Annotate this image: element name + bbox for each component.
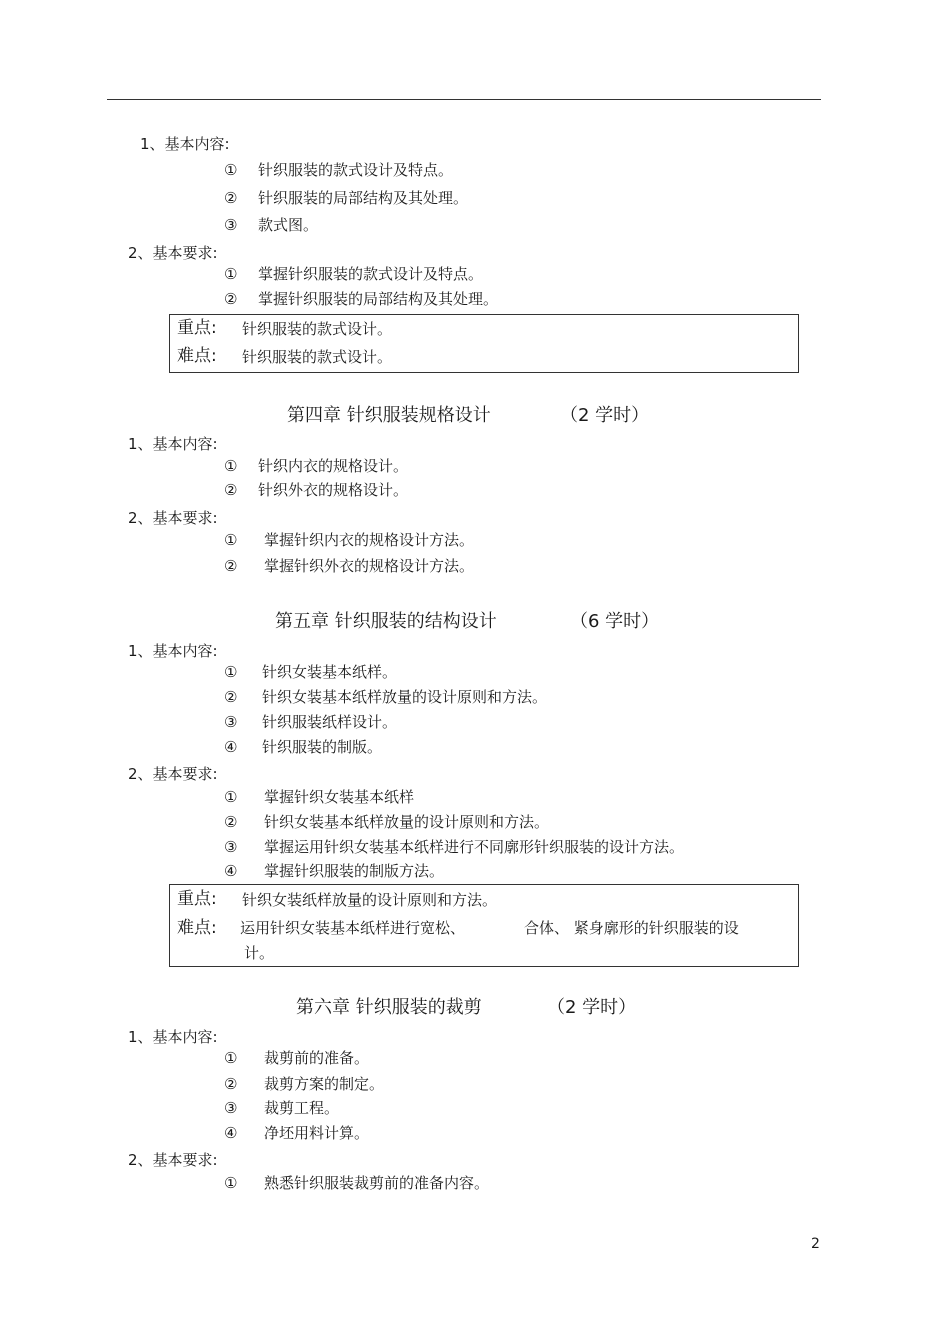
- chapter-hours: （6 学时）: [570, 611, 660, 632]
- list-item: 针织女装基本纸样。: [262, 663, 398, 681]
- item-number: ③: [224, 1099, 238, 1117]
- list-item: 净坯用料计算。: [264, 1124, 370, 1142]
- list-item: 针织外衣的规格设计。: [258, 481, 409, 499]
- list-item: 款式图。: [258, 216, 319, 234]
- content-heading: 1、基本内容:: [128, 1028, 218, 1046]
- difficulty-text: 运用针织女装基本纸样进行宽松、: [240, 919, 466, 937]
- chapter-hours: （2 学时）: [547, 997, 637, 1018]
- item-number: ①: [224, 531, 238, 549]
- page-number: 2: [811, 1236, 820, 1252]
- item-number: ②: [224, 688, 238, 706]
- list-item: 裁剪方案的制定。: [264, 1075, 385, 1093]
- content-heading: 1、基本内容:: [128, 642, 218, 660]
- list-item: 针织内衣的规格设计。: [258, 457, 409, 475]
- list-item: 针织女装基本纸样放量的设计原则和方法。: [264, 813, 550, 831]
- item-number: ②: [224, 557, 238, 575]
- difficulty-text: 针织服装的款式设计。: [242, 348, 393, 366]
- key-text: 针织女装纸样放量的设计原则和方法。: [242, 891, 498, 909]
- item-number: ④: [224, 862, 238, 880]
- item-number: ①: [224, 457, 238, 475]
- item-number: ①: [224, 663, 238, 681]
- list-item: 裁剪前的准备。: [264, 1049, 370, 1067]
- key-label: 重点:: [177, 318, 217, 338]
- chapter-title: 第五章 针织服装的结构设计: [275, 611, 497, 632]
- header-rule: [107, 99, 821, 100]
- item-number: ②: [224, 813, 238, 831]
- requirements-heading: 2、基本要求:: [128, 1151, 218, 1169]
- key-text: 针织服装的款式设计。: [242, 320, 393, 338]
- requirements-heading: 2、基本要求:: [128, 765, 218, 783]
- list-item: 针织女装基本纸样放量的设计原则和方法。: [262, 688, 548, 706]
- difficulty-text: 计。: [244, 944, 275, 962]
- list-item: 掌握针织服装的款式设计及特点。: [258, 265, 484, 283]
- list-item: 掌握针织外衣的规格设计方法。: [264, 557, 475, 575]
- item-number: ④: [224, 738, 238, 756]
- list-item: 针织服装的制版。: [262, 738, 383, 756]
- difficulty-text: 合体、 紧身廓形的针织服装的设: [524, 919, 739, 937]
- list-item: 掌握运用针织女装基本纸样进行不同廓形针织服装的设计方法。: [264, 838, 685, 856]
- list-item: 熟悉针织服装裁剪前的准备内容。: [264, 1174, 490, 1192]
- list-item: 掌握针织服装的局部结构及其处理。: [258, 290, 499, 308]
- list-item: 针织服装纸样设计。: [262, 713, 398, 731]
- list-item: 掌握针织内衣的规格设计方法。: [264, 531, 475, 549]
- chapter-hours: （2 学时）: [560, 405, 650, 426]
- item-number: ②: [224, 481, 238, 499]
- item-number: ③: [224, 838, 238, 856]
- list-item: 针织服装的局部结构及其处理。: [258, 189, 469, 207]
- list-item: 掌握针织女装基本纸样: [264, 788, 415, 806]
- item-number: ④: [224, 1124, 238, 1142]
- list-item: 掌握针织服装的制版方法。: [264, 862, 445, 880]
- difficulty-label: 难点:: [177, 346, 217, 366]
- item-number: ③: [224, 216, 238, 234]
- chapter-title: 第六章 针织服装的裁剪: [296, 997, 482, 1018]
- list-item: 裁剪工程。: [264, 1099, 340, 1117]
- item-number: ①: [224, 788, 238, 806]
- key-label: 重点:: [177, 889, 217, 909]
- item-number: ①: [224, 161, 238, 179]
- chapter-title: 第四章 针织服装规格设计: [287, 405, 491, 426]
- item-number: ②: [224, 189, 238, 207]
- content-heading: 1、基本内容:: [140, 135, 230, 153]
- requirements-heading: 2、基本要求:: [128, 509, 218, 527]
- difficulty-label: 难点:: [177, 918, 217, 938]
- content-heading: 1、基本内容:: [128, 435, 218, 453]
- item-number: ①: [224, 1174, 238, 1192]
- list-item: 针织服装的款式设计及特点。: [258, 161, 454, 179]
- item-number: ①: [224, 1049, 238, 1067]
- item-number: ②: [224, 1075, 238, 1093]
- item-number: ③: [224, 713, 238, 731]
- item-number: ②: [224, 290, 238, 308]
- item-number: ①: [224, 265, 238, 283]
- requirements-heading: 2、基本要求:: [128, 244, 218, 262]
